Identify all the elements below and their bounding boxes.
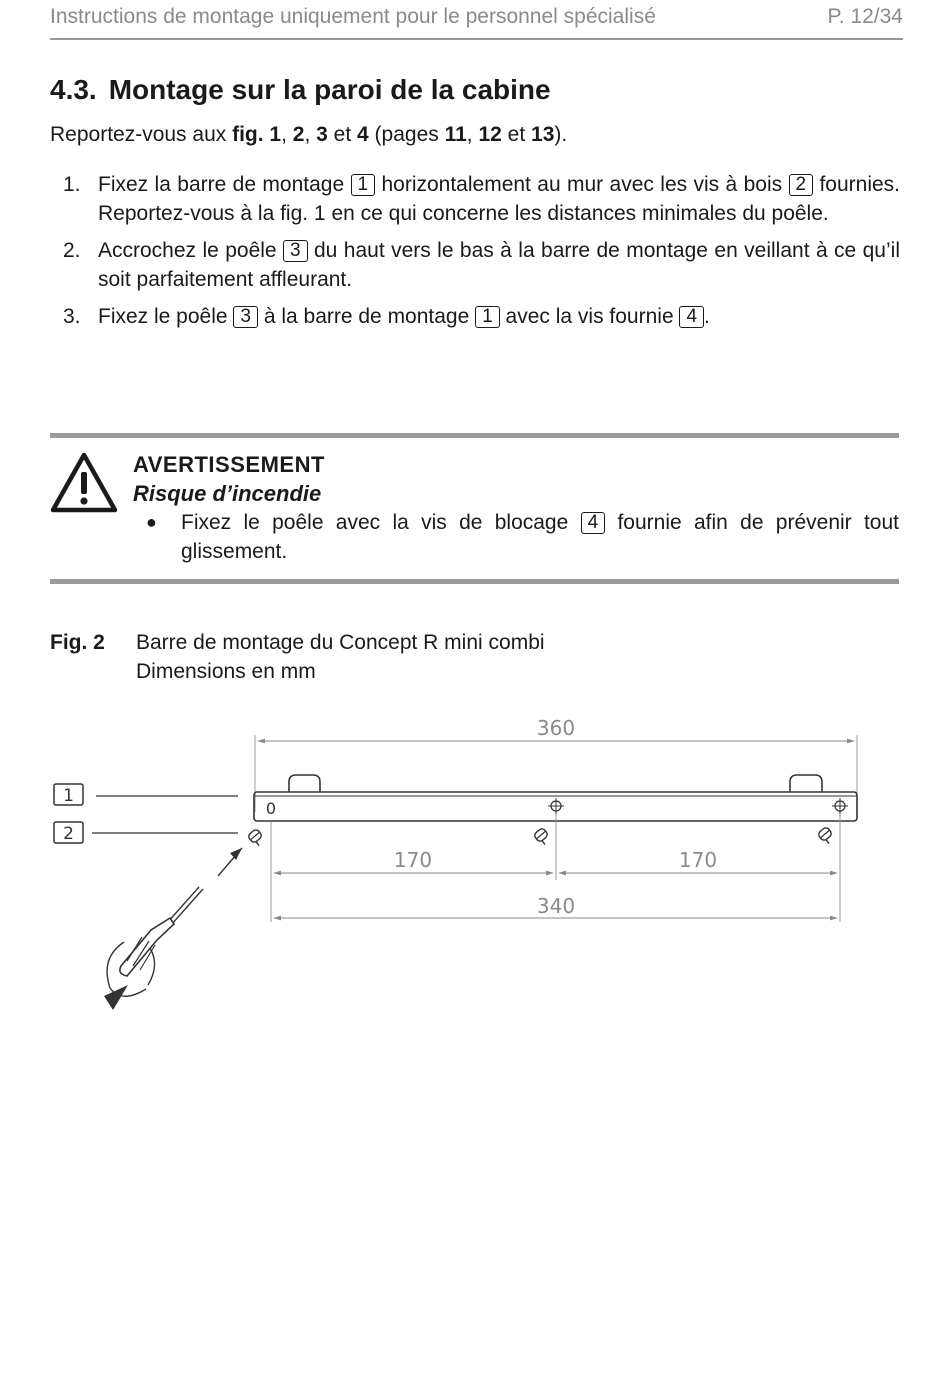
step-text: horizontalement au mur avec les vis à bois — [375, 173, 789, 196]
intro-fig-ref: 3 — [316, 123, 328, 146]
intro-fig-ref: fig. 1 — [232, 123, 282, 146]
figure-label: Fig. 2 — [50, 631, 105, 654]
intro-page-ref: 13 — [531, 123, 555, 146]
warning-box — [50, 433, 899, 584]
ref-box: 4 — [581, 512, 606, 534]
intro-paragraph: Reportez-vous aux fig. 1, 2, 3 et 4 (pages 11, 12 et 13). — [50, 123, 568, 146]
ref-box: 2 — [789, 174, 814, 196]
steps-list — [50, 170, 900, 339]
warning-text — [133, 508, 899, 566]
warning-item — [133, 508, 899, 566]
step-number: 1. — [63, 173, 81, 196]
page-number: P. 12/34 — [827, 5, 903, 28]
warning-text-b: fournie afin de prévenir tout glissement. — [181, 511, 899, 563]
ref-box: 4 — [679, 306, 704, 328]
screw-icon — [817, 826, 836, 845]
slot-mark: 0 — [265, 799, 277, 818]
dim-left-label: 170 — [393, 848, 433, 872]
intro-prefix: Reportez-vous aux — [50, 123, 233, 146]
screw-icon — [247, 828, 266, 847]
intro-page-ref: 11 — [444, 123, 467, 146]
intro-page-ref: 12 — [478, 123, 502, 146]
intro-fig-ref: 2 — [292, 123, 305, 146]
figure-caption-line-1: Barre de montage du Concept R mini combi — [136, 631, 545, 654]
screw-icon — [533, 827, 552, 846]
step-text: Fixez le poêle — [98, 305, 234, 328]
list-item — [50, 302, 900, 331]
list-item — [50, 170, 900, 228]
dim-total-label: 360 — [536, 716, 576, 740]
section-heading — [50, 72, 551, 108]
callout-2-label: 2 — [63, 824, 74, 844]
dim-holes-label: 340 — [536, 894, 576, 918]
intro-pages: (pages — [368, 123, 445, 146]
step-number: 2. — [63, 239, 81, 262]
step-text: du haut vers le bas à la barre de montage en veillant à ce qu’il soit parfaitement affleurant. — [98, 239, 900, 291]
ref-box: 1 — [475, 306, 500, 328]
section-title: Montage sur la paroi de la cabine — [108, 74, 551, 105]
step-text: Accrochez le poêle — [98, 239, 284, 262]
ref-box: 1 — [351, 174, 376, 196]
step-text: à la barre de montage — [257, 305, 476, 328]
hole-marker — [832, 798, 848, 814]
screwdriver-icon — [104, 848, 242, 1010]
page-header — [50, 2, 903, 40]
step-text: Fixez la barre de montage — [98, 173, 351, 196]
warning-triangle-icon — [50, 452, 118, 514]
warning-text-a: Fixez le poêle avec la vis de blocage — [181, 511, 581, 534]
ref-box: 3 — [283, 240, 308, 262]
section-number: 4.3. — [50, 74, 97, 105]
intro-and: et — [501, 123, 532, 146]
callout-2 — [54, 822, 238, 844]
callout-1 — [54, 784, 238, 806]
ref-box: 3 — [233, 306, 258, 328]
warning-heading: AVERTISSEMENT — [133, 452, 325, 477]
list-item — [50, 236, 900, 294]
warning-subheading: Risque d’incendie — [133, 481, 322, 506]
mounting-bar-drawing — [0, 700, 950, 1030]
intro-close: ). — [554, 123, 568, 146]
intro-and: et — [327, 123, 358, 146]
step-number: 3. — [63, 305, 81, 328]
step-text: . — [704, 305, 710, 328]
dimension-holes — [274, 894, 837, 918]
hole-marker — [548, 798, 564, 814]
dim-right-label: 170 — [678, 848, 718, 872]
step-text: fournies. Reportez-vous à la fig. 1 en ce qui concerne les distances minimales du poêle. — [98, 173, 900, 225]
dimension-total — [255, 716, 857, 812]
step-text: avec la vis fournie — [499, 305, 680, 328]
intro-fig-ref: 4 — [357, 123, 369, 146]
bullet: ● — [146, 512, 157, 532]
callout-1-label: 1 — [63, 786, 74, 806]
figure-caption-line-2: Dimensions en mm — [136, 660, 316, 683]
header-title: Instructions de montage uniquement pour le personnel spécialisé — [50, 5, 656, 28]
